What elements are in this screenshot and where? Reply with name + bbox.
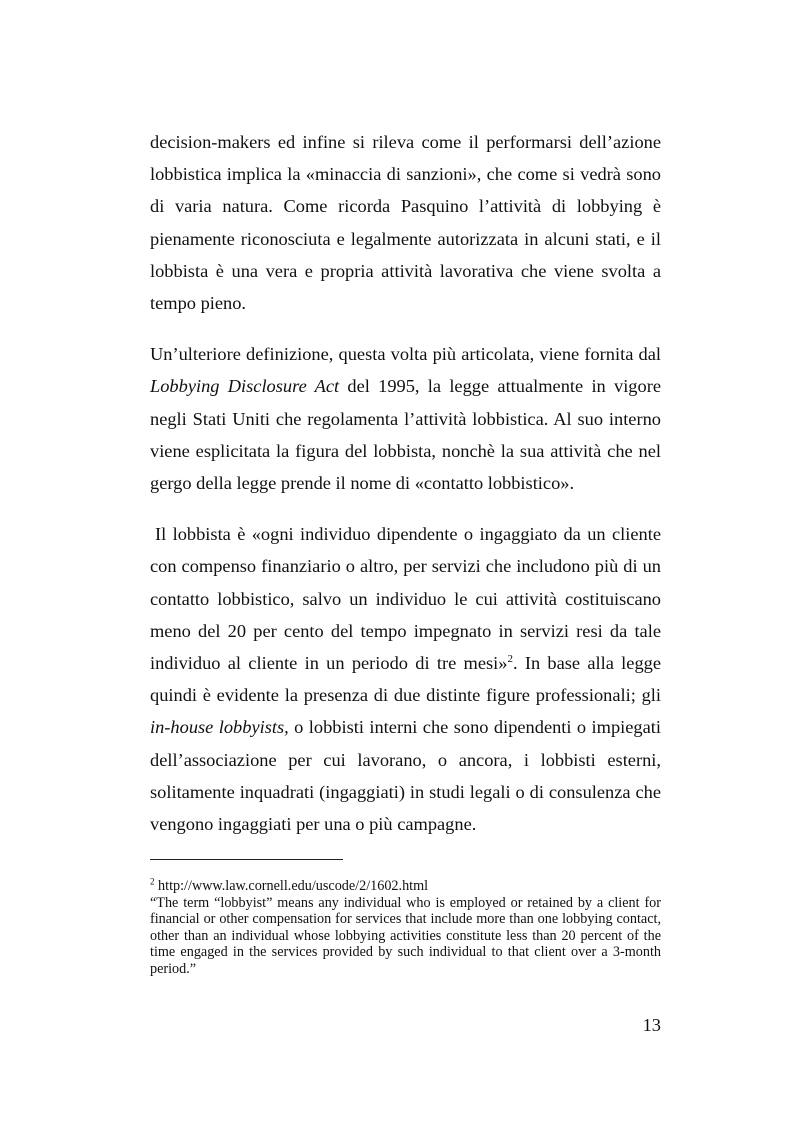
footnote-url-line	[150, 878, 661, 895]
footnote-url[interactable]: http://www.law.cornell.edu/uscode/2/1602.html	[154, 878, 429, 894]
paragraph-3-text-end: o lobbisti interni che sono dipendenti o impiegati dell’associazione per cui lavorano, o ancora, i lobbisti esterni, solitamente inquadrati (ingaggiati) in studi legali o di consulenza che vengono ingaggiati per una o più campagne.	[150, 717, 662, 835]
paragraph-3-text-start: Il lobbista è «ogni individuo dipendente o ingaggiato da un cliente con compenso finanziario o altro, per servizi che includono più di un contatto lobbistico, salvo un individuo le cui attività costituiscano meno del 20 per cento del tempo impegnato in servizi resi da tale individuo al cliente in un periodo di tre mesi»	[150, 524, 661, 674]
footnote-separator	[150, 859, 343, 860]
footnote-text: “The term “lobbyist” means any individual who is employed or retained by a client for financial or other compensation for services that include more than one lobbying contact, other than an individual whose lobbying activities constitute less than 20 percent of the time engaged in the services provided by such individual to that client over a 3-month period.”	[150, 894, 661, 977]
footnote	[150, 878, 661, 978]
footnote-number: 2	[150, 876, 155, 887]
lobbying-disclosure-act-title: Lobbying Disclosure Act	[150, 376, 340, 397]
paragraph-2	[150, 338, 661, 499]
footnote-reference[interactable]: 2	[507, 652, 513, 665]
paragraph-3-text-middle: . In base alla legge quindi è evidente la presenza di due distinte figure professionali; gli	[150, 653, 661, 706]
page-number: 13	[642, 1015, 661, 1035]
in-house-lobbyists-term: in-house lobbyists,	[150, 717, 289, 738]
paragraph-2-text-end: del 1995, la legge attualmente in vigore negli Stati Uniti che regolamenta l’attività lobbistica. Al suo interno viene esplicitata la figura del lobbista, nonchè la sua attività che nel gergo della legge prende il nome di «contatto lobbistico».	[150, 376, 661, 494]
paragraph-2-text-start: Un’ulteriore definizione, questa volta più articolata, viene fornita dal	[150, 344, 661, 365]
paragraph-1	[150, 126, 661, 319]
paragraph-1-text: decision-makers ed infine si rileva come il performarsi dell’azione lobbistica implica la «minaccia di sanzioni», che come si vedrà sono di varia natura. Come ricorda Pasquino l’attività di lobbying è pienamente riconosciuta e legalmente autorizzata in alcuni stati, e il lobbista è una vera e propria attività lavorativa che viene svolta a tempo pieno.	[150, 132, 661, 314]
body-text	[150, 126, 661, 840]
paragraph-3	[150, 518, 661, 840]
